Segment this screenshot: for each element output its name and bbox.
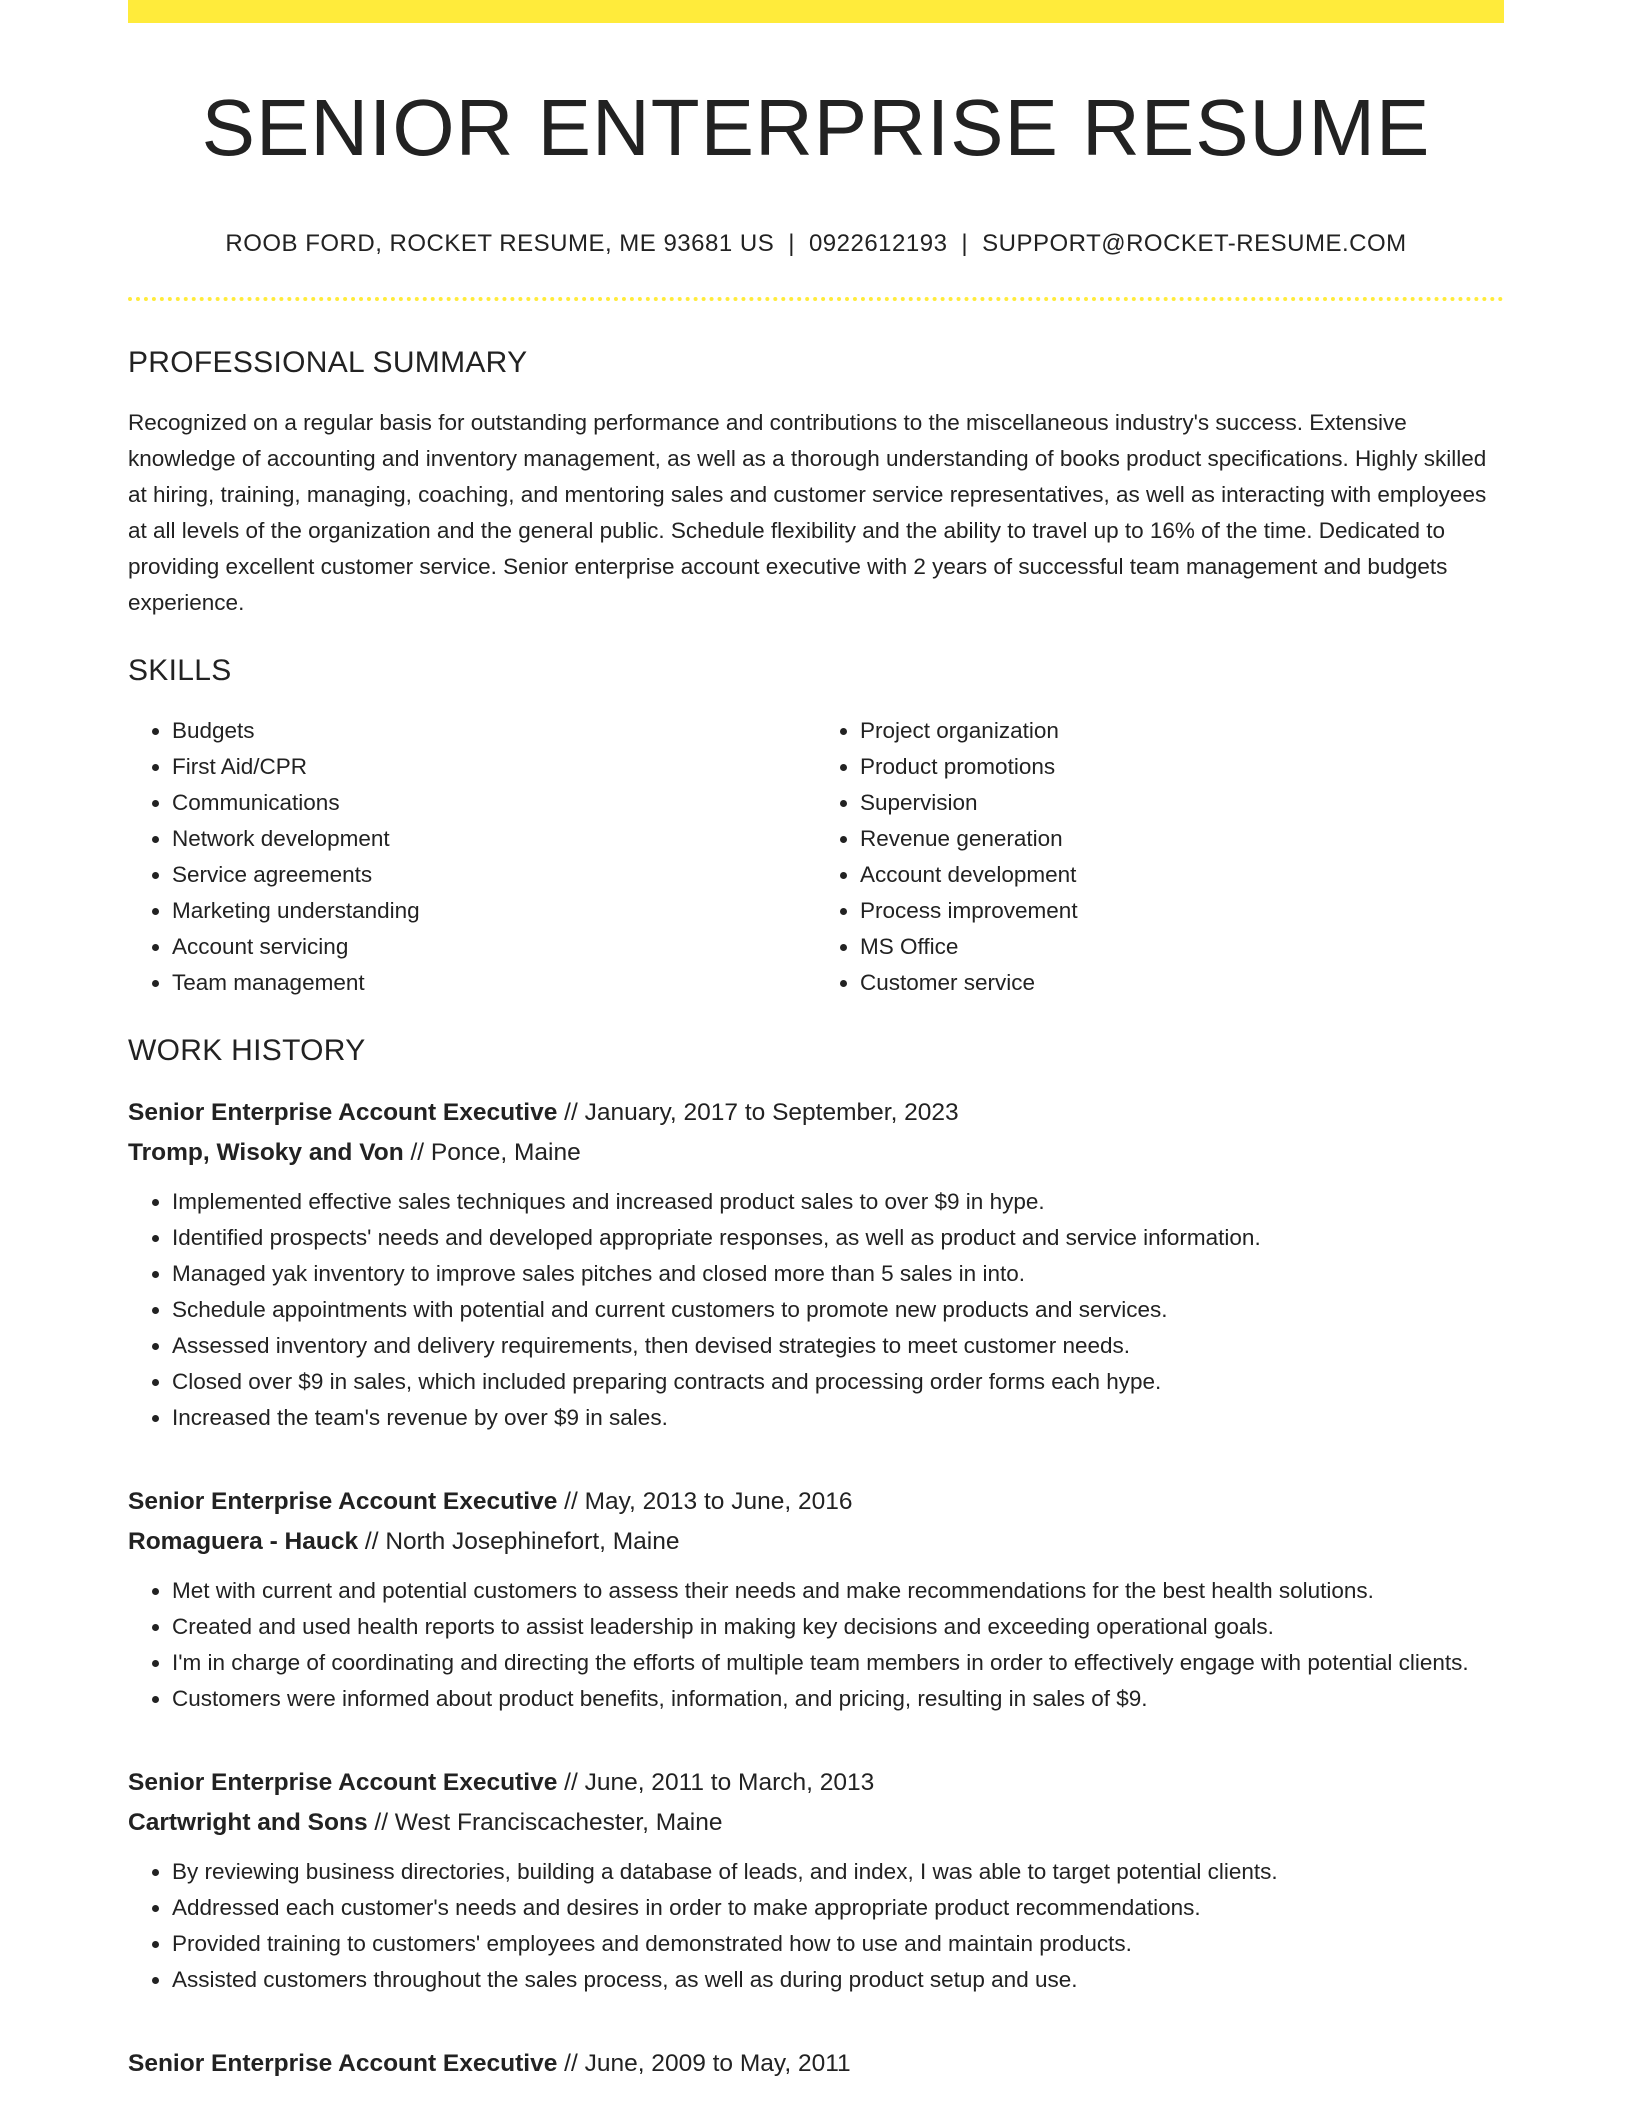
job-bullet: • Managed yak inventory to improve sales pitches and closed more than 5 sales in into.: [172, 1256, 1504, 1292]
dotted-divider: [128, 297, 1504, 301]
contact-separator: |: [961, 230, 969, 257]
skill-item: • Network development: [172, 821, 816, 857]
job-title-line: [128, 1482, 1504, 1522]
job-dates: // June, 2009 to May, 2011: [557, 2049, 851, 2077]
contact-line: [128, 230, 1504, 259]
job-dates: // May, 2013 to June, 2016: [557, 1487, 853, 1515]
job-title-line: [128, 1093, 1504, 1133]
job-company: Tromp, Wisoky and Von: [128, 1138, 404, 1166]
job-bullet: • Provided training to customers' employees and demonstrated how to use and maintain products.: [172, 1926, 1504, 1962]
skills-heading: SKILLS: [128, 653, 232, 687]
job-entry: [128, 1763, 1504, 1998]
job-bullet: • Implemented effective sales techniques and increased product sales to over $9 in hype.: [172, 1184, 1504, 1220]
skill-item: • Communications: [172, 785, 816, 821]
job-company: Cartwright and Sons: [128, 1808, 368, 1836]
job-entry: [128, 1482, 1504, 1717]
contact-email: SUPPORT@ROCKET-RESUME.COM: [982, 230, 1407, 257]
job-bullet: • By reviewing business directories, building a database of leads, and index, I was able to target potential clients.: [172, 1854, 1504, 1890]
job-bullet: • Identified prospects' needs and developed appropriate responses, as well as product and service information.: [172, 1220, 1504, 1256]
job-location: // West Franciscachester, Maine: [367, 1808, 723, 1836]
job-bullets: [128, 1573, 1504, 1717]
job-title: Senior Enterprise Account Executive: [128, 1098, 558, 1126]
job-company-line: [128, 1133, 1504, 1173]
job-company: Romaguera - Hauck: [128, 1527, 359, 1555]
job-entry: [128, 1093, 1504, 1436]
summary-text: Recognized on a regular basis for outstanding performance and contributions to the miscellaneous industry's success. Extensive knowledge of accounting and inventory management, as well as a thorough understanding of books product specifications. Highly skilled at hiring, training, managing, coaching, and mentoring sales and customer service representatives, as well as interacting with employees at all levels of the organization and the general public. Schedule flexibility and the ability to travel up to 16% of the time. Dedicated to providing excellent customer service. Senior enterprise account executive with 2 years of successful team management and budgets experience.: [128, 409, 1487, 615]
job-company-line: [128, 1522, 1504, 1562]
skill-item: • Customer service: [860, 965, 1504, 1001]
skill-item: • Product promotions: [860, 749, 1504, 785]
contact-address: ROOB FORD, ROCKET RESUME, ME 93681 US: [225, 230, 775, 257]
skill-item: • Account development: [860, 857, 1504, 893]
job-bullet: • Assessed inventory and delivery requirements, then devised strategies to meet customer needs.: [172, 1328, 1504, 1364]
job-bullet: • Closed over $9 in sales, which included preparing contracts and processing order forms each hype.: [172, 1364, 1504, 1400]
job-title-line: [128, 1763, 1504, 1803]
job-title: Senior Enterprise Account Executive: [128, 1487, 558, 1515]
job-bullet: • Addressed each customer's needs and desires in order to make appropriate product recommendations.: [172, 1890, 1504, 1926]
skill-item: • Project organization: [860, 713, 1504, 749]
skills-list-left: [128, 713, 816, 1001]
work-history-heading: WORK HISTORY: [128, 1033, 366, 1067]
job-dates: // June, 2011 to March, 2013: [557, 1768, 875, 1796]
accent-top-bar: [128, 0, 1504, 23]
skills-columns: [128, 713, 1504, 1001]
job-location: // Ponce, Maine: [403, 1138, 581, 1166]
job-bullet: • Assisted customers throughout the sales process, as well as during product setup and use.: [172, 1962, 1504, 1998]
job-bullet: • Increased the team's revenue by over $9 in sales.: [172, 1400, 1504, 1436]
job-dates: // January, 2017 to September, 2023: [557, 1098, 959, 1126]
job-title-line: [128, 2044, 1504, 2084]
skill-item: • Supervision: [860, 785, 1504, 821]
skill-item: • First Aid/CPR: [172, 749, 816, 785]
skill-item: • Team management: [172, 965, 816, 1001]
skill-item: • Revenue generation: [860, 821, 1504, 857]
work-history-section: [128, 1033, 1504, 2084]
job-bullet: • Created and used health reports to assist leadership in making key decisions and exceeding operational goals.: [172, 1609, 1504, 1645]
skills-list-right: [816, 713, 1504, 1001]
job-bullet: • Met with current and potential customers to assess their needs and make recommendations for the best health solutions.: [172, 1573, 1504, 1609]
job-company-line: [128, 1803, 1504, 1843]
skill-item: • Process improvement: [860, 893, 1504, 929]
resume-title: SENIOR ENTERPRISE RESUME: [201, 83, 1431, 172]
contact-phone: 0922612193: [808, 230, 948, 257]
summary-heading: PROFESSIONAL SUMMARY: [128, 345, 528, 379]
job-bullet: • Customers were informed about product benefits, information, and pricing, resulting in sales of $9.: [172, 1681, 1504, 1717]
resume-page: [128, 0, 1504, 2084]
skill-item: • Budgets: [172, 713, 816, 749]
summary-section: [128, 345, 1504, 621]
job-bullet: • Schedule appointments with potential and current customers to promote new products and services.: [172, 1292, 1504, 1328]
job-title: Senior Enterprise Account Executive: [128, 2049, 558, 2077]
job-entry: [128, 2044, 1504, 2084]
job-bullets: [128, 1184, 1504, 1436]
skill-item: • Account servicing: [172, 929, 816, 965]
job-title: Senior Enterprise Account Executive: [128, 1768, 558, 1796]
skill-item: • Marketing understanding: [172, 893, 816, 929]
job-location: // North Josephinefort, Maine: [358, 1527, 680, 1555]
skill-item: • MS Office: [860, 929, 1504, 965]
contact-separator: |: [788, 230, 795, 257]
job-bullets: [128, 1854, 1504, 1998]
skills-section: [128, 653, 1504, 1001]
job-bullet: • I'm in charge of coordinating and directing the efforts of multiple team members in order to effectively engage with potential clients.: [172, 1645, 1504, 1681]
skill-item: • Service agreements: [172, 857, 816, 893]
